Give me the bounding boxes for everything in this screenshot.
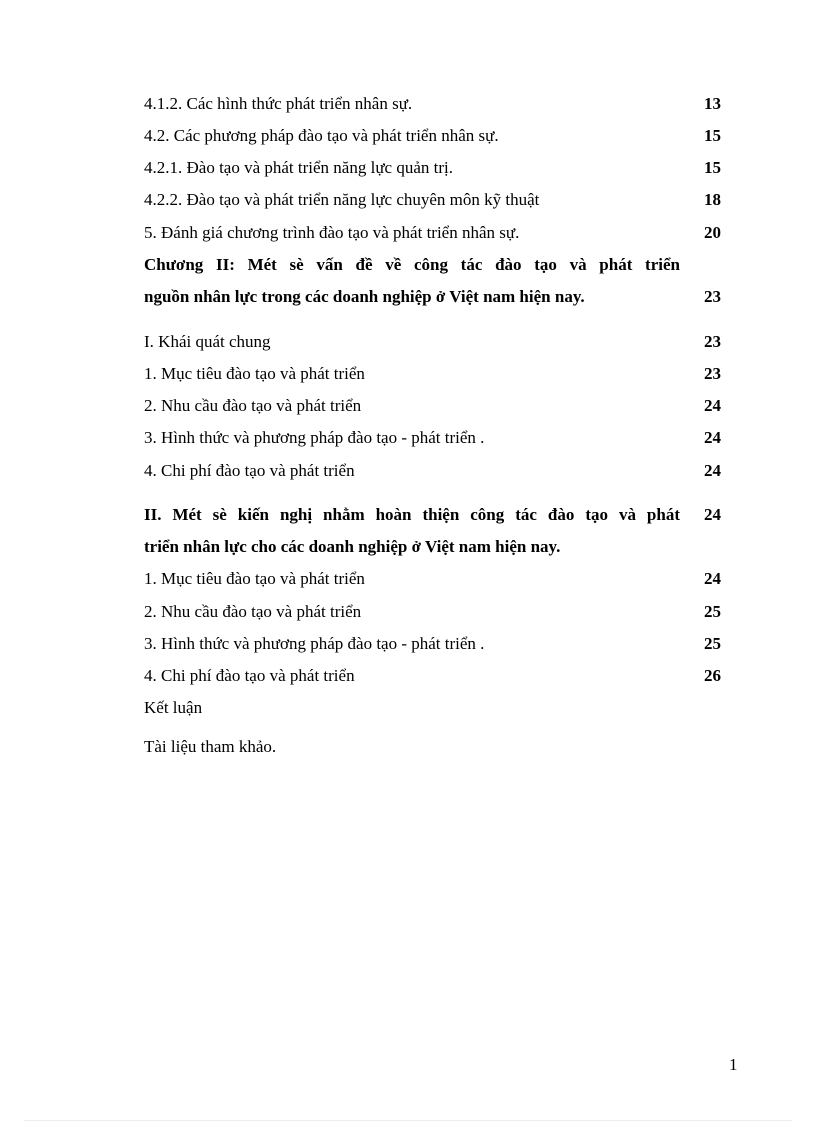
toc-section-heading: [144, 505, 721, 559]
toc-entry-title: 1. Mục tiêu đào tạo và phát triển: [144, 569, 365, 588]
toc-entry-title: 1. Mục tiêu đào tạo và phát triển: [144, 364, 365, 383]
toc-chapter-heading: [144, 255, 721, 309]
toc-chapter-title-line2: nguồn nhân lực trong các doanh nghiệp ở Việt nam hiện nay.: [144, 287, 585, 306]
toc-entry-page: 24: [704, 396, 721, 415]
toc-entry-page: 18: [704, 190, 721, 209]
toc-entry-page: 15: [704, 158, 721, 177]
toc-entry-title: 4. Chi phí đào tạo và phát triển: [144, 666, 355, 685]
toc-entry-title: 4.1.2. Các hình thức phát triển nhân sự.: [144, 94, 413, 113]
toc-entry-page: 24: [704, 505, 721, 524]
toc-entry-title: 4.2. Các phương pháp đào tạo và phát triển nhân sự.: [144, 126, 499, 145]
toc-entry-page: 13: [704, 94, 721, 113]
toc-entry-title: 4. Chi phí đào tạo và phát triển: [144, 461, 355, 480]
toc-entry-page: 24: [704, 428, 721, 447]
toc-entry-page: 23: [704, 287, 721, 306]
toc-entry-page: 23: [704, 332, 721, 351]
toc-section-title-line1: II. Mét sè kiến nghị nhằm hoàn thiện công tác đào tạo và phát: [144, 505, 680, 524]
toc-entry-page: 24: [704, 569, 721, 588]
toc-entry-title: 3. Hình thức và phương pháp đào tạo - phát triển .: [144, 634, 485, 653]
toc-entry-title: 3. Hình thức và phương pháp đào tạo - phát triển .: [144, 428, 485, 447]
toc-entry-title: 2. Nhu cầu đào tạo và phát triển: [144, 602, 362, 621]
toc-entry-title: 4.2.2. Đào tạo và phát triển năng lực chuyên môn kỹ thuật: [144, 190, 540, 209]
page-bottom-edge: [24, 1120, 792, 1121]
toc-entry-page: 25: [704, 602, 721, 621]
toc-entry-title: 2. Nhu cầu đào tạo và phát triển: [144, 396, 362, 415]
toc-entry-title: Tài liệu tham khảo.: [144, 737, 277, 756]
toc-entry-title: 5. Đánh giá chương trình đào tạo và phát triển nhân sự.: [144, 223, 520, 242]
toc-entry-page: 23: [704, 364, 721, 383]
toc-chapter-title-line1: Chương II: Mét sè vấn đề về công tác đào tạo và phát triển: [144, 255, 680, 274]
toc-entry-title: Kết luận: [144, 698, 203, 717]
toc-entry-page: 25: [704, 634, 721, 653]
toc-entry-title: I. Khái quát chung: [144, 332, 271, 351]
toc-entry-page: 24: [704, 461, 721, 480]
toc-entry-page: 26: [704, 666, 721, 685]
page-number: 1: [729, 1055, 738, 1074]
toc-section-title-line2: triển nhân lực cho các doanh nghiệp ở Việt nam hiện nay.: [144, 537, 561, 556]
toc-entry-page: 15: [704, 126, 721, 145]
toc-entry-title: 4.2.1. Đào tạo và phát triển năng lực quản trị.: [144, 158, 453, 177]
toc-entry-page: 20: [704, 223, 721, 242]
